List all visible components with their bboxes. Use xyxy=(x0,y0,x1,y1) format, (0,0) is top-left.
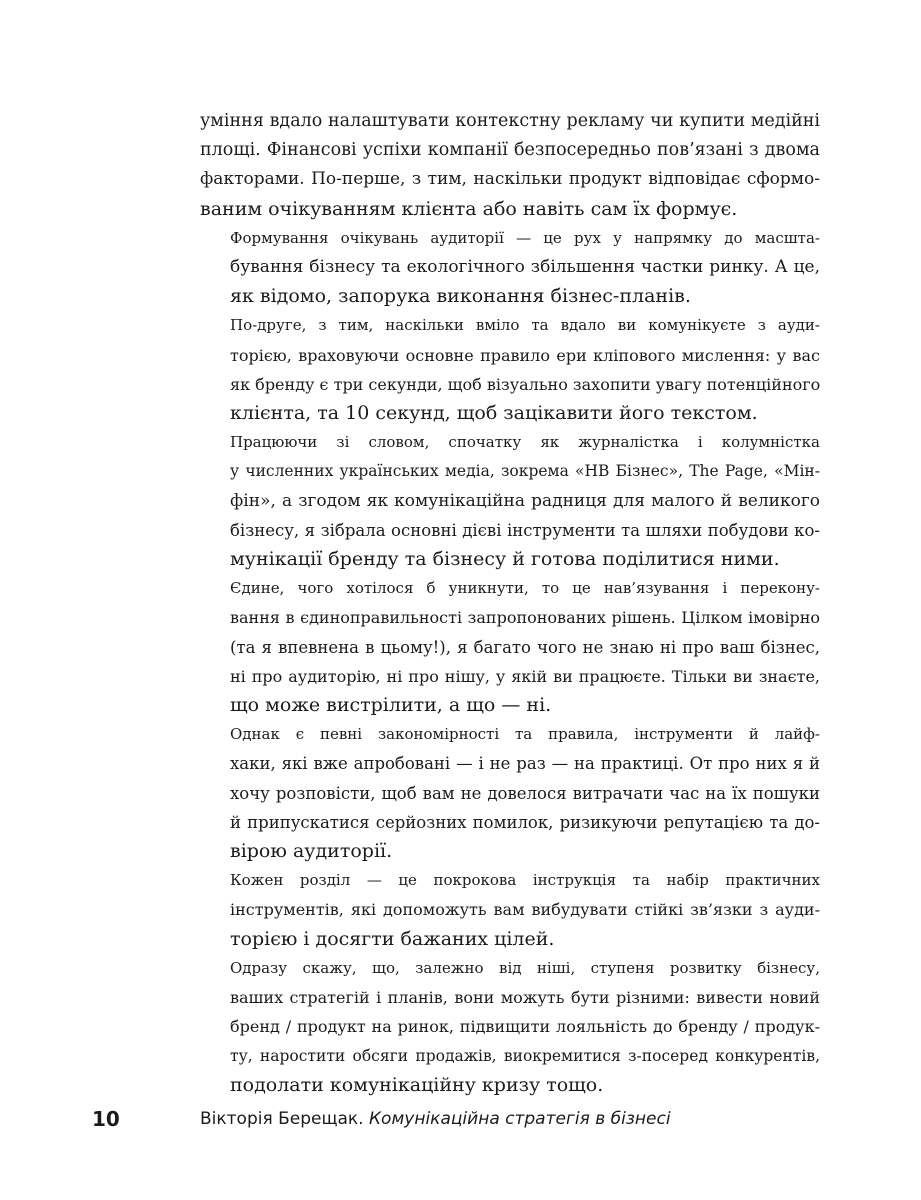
text-line: ту, наростити обсяги продажів, виокремитися з-посеред конкурентів, xyxy=(230,1046,820,1065)
text-line: хаки, які вже апробовані — і не раз — на практиці. От про них я й xyxy=(230,754,820,774)
paragraph xyxy=(200,954,820,1100)
text-line: інструментів, які допоможуть вам вибудувати стійкі зв’язки з ауди- xyxy=(230,900,820,920)
text-line: бренд / продукт на ринок, підвищити лояльність до бренду / продук- xyxy=(230,1017,820,1037)
text-line: у численних українських медіа, зокрема «НВ Бізнес», The Page, «Мін- xyxy=(230,462,820,481)
text-line: Формування очікувань аудиторії — це рух у напрямку до масшта- xyxy=(230,228,820,247)
paragraph xyxy=(200,311,820,428)
text-line: фін», а згодом як комунікаційна радниця для малого й великого xyxy=(230,490,820,511)
paragraph xyxy=(200,224,820,312)
running-head xyxy=(200,1107,671,1131)
text-line: клієнта, та 10 секунд, щоб зацікавити його текстом. xyxy=(230,402,758,425)
text-line: Одразу скажу, що, залежно від ніші, ступеня розвитку бізнесу, xyxy=(230,958,820,977)
text-line: торією і досягти бажаних цілей. xyxy=(230,927,555,950)
paragraph xyxy=(200,866,820,954)
text-line: Єдине, чого хотілося б уникнути, то це нав’язування і перекону- xyxy=(230,579,820,598)
text-line: хочу розповісти, щоб вам не довелося витрачати час на їх пошуки xyxy=(230,783,820,803)
text-line: вання в єдиноправильності запропонованих рішень. Цілком імовірно xyxy=(230,608,820,628)
text-line: Працюючи зі словом, спочатку як журналістка і колумністка xyxy=(230,433,820,452)
text-line: й припускатися серйозних помилок, ризикуючи репутацією та до- xyxy=(230,812,820,832)
text-line: бізнесу, я зібрала основні дієві інструменти та шляхи побудови ко- xyxy=(230,520,820,540)
book-title: Комунікаційна стратегія в бізнесі xyxy=(368,1109,671,1129)
paragraph xyxy=(200,720,820,866)
text-line: (та я впевнена в цьому!), я багато чого не знаю ні про ваш бізнес, xyxy=(230,637,820,657)
text-line: подолати комунікаційну кризу тощо. xyxy=(230,1073,604,1096)
text-line: По-друге, з тим, наскільки вміло та вдало ви комунікуєте з ауди- xyxy=(230,316,820,335)
text-line: уміння вдало налаштувати контекстну рекламу чи купити медійні xyxy=(200,111,820,131)
text-line: площі. Фінансові успіхи компанії безпосередньо пов’язані з двома xyxy=(200,140,820,161)
text-line: факторами. По-перше, з тим, наскільки продукт відповідає сформо- xyxy=(200,169,820,190)
text-line: торією, враховуючи основне правило ери кліпового мислення: у вас xyxy=(230,345,820,365)
paragraph xyxy=(200,574,820,720)
text-line: ваним очікуванням клієнта або навіть сам їх формує. xyxy=(200,197,738,220)
text-line: як відомо, запорука виконання бізнес-планів. xyxy=(230,285,691,308)
paragraph xyxy=(200,428,820,574)
text-line: бування бізнесу та екологічного збільшення частки ринку. А це, xyxy=(230,257,820,278)
text-line: вірою аудиторії. xyxy=(230,840,393,863)
text-line: Кожен розділ — це покрокова інструкція та набір практичних xyxy=(230,871,820,890)
text-line: мунікації бренду та бізнесу й готова поділитися ними. xyxy=(230,548,780,571)
page-number: 10 xyxy=(92,1107,120,1131)
text-line: Однак є певні закономірності та правила, інструменти й лайф- xyxy=(230,725,820,744)
text-line: ваших стратегій і планів, вони можуть бути різними: вивести новий xyxy=(230,988,820,1008)
text-line: що може вистрілити, а що — ні. xyxy=(230,694,552,717)
text-line: ні про аудиторію, ні про нішу, у якій ви працюєте. Тільки ви знаєте, xyxy=(230,666,820,686)
text-line: як бренду є три секунди, щоб візуально захопити увагу потенційного xyxy=(230,374,821,394)
main-text xyxy=(200,107,820,1100)
paragraph xyxy=(200,107,820,224)
author-name: Вікторія Берещак. xyxy=(200,1109,364,1129)
